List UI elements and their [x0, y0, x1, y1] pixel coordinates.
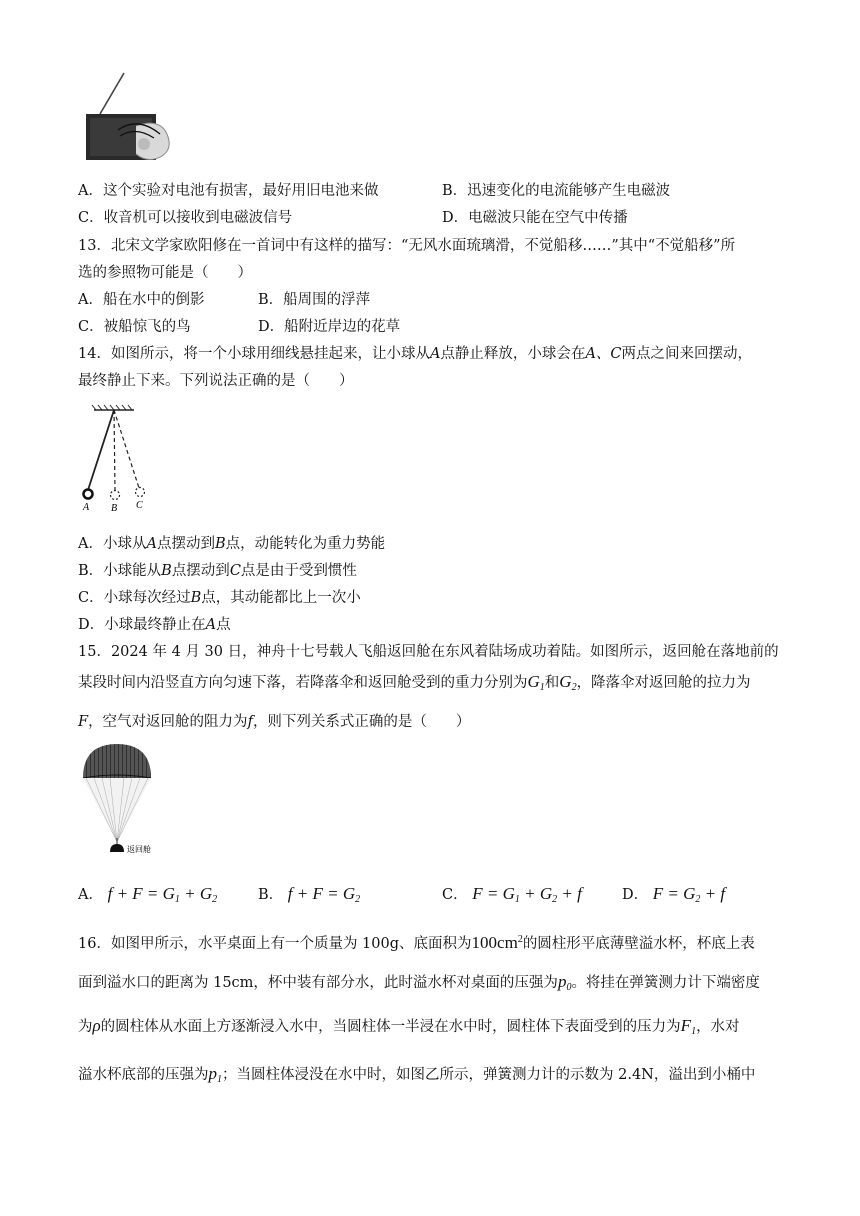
q14-text: 点静止释放，小球会在: [440, 346, 586, 362]
q16-text: ，水对: [696, 1019, 740, 1035]
q15-stem-line3: [78, 712, 470, 732]
label-a: A: [83, 502, 90, 513]
q13-option-d: D．船附近岸边的花草: [258, 319, 401, 335]
q12-option-a: A．这个实验对电池有损害，最好用旧电池来做: [78, 183, 379, 199]
formula-b: $f + F = G_2$: [287, 884, 361, 905]
q16-text: 为: [78, 1019, 93, 1035]
q15-option-letter: C．: [442, 887, 468, 903]
q13-stem-line1: 13．北宋文学家欧阳修在一首词中有这样的描写：“无风水面琉璃滑，不觉船移……”其中“不觉船移”所: [78, 238, 736, 254]
q13-option-c: C．被船惊飞的鸟: [78, 319, 191, 335]
formula-f1: $F_1$: [680, 1016, 697, 1037]
q14-option-a: [78, 534, 385, 554]
q15-option-letter: A．: [78, 887, 103, 903]
q15-text: ，则下列关系式正确的是（ ）: [252, 714, 471, 730]
q16-text: 溢水杯底部的压强为: [78, 1067, 209, 1083]
label-b: B: [111, 503, 118, 514]
q12-option-c: C．收音机可以接收到电磁波信号: [78, 210, 293, 226]
q16-text: 的圆柱体从水面上方逐渐浸入水中，当圆柱体一半浸在水中时，圆柱体下表面受到的压力为: [100, 1019, 681, 1035]
q14-point-b: B: [214, 536, 226, 552]
q12-option-b: B．迅速变化的电流能够产生电磁波: [442, 183, 671, 199]
q14-point-c: C: [229, 563, 241, 579]
q14-point-a: A: [205, 617, 217, 633]
parachute-figure: [78, 742, 168, 860]
q14-points-ac: A、C: [585, 346, 622, 362]
q15-option-a: [78, 884, 217, 910]
q16-text: 。将挂在弹簧测力计下端密度: [571, 975, 760, 991]
q15-text: 某段时间内沿竖直方向匀速下落，若降落伞和返回舱受到的重力分别为: [78, 675, 528, 691]
q14-point-a: A: [146, 536, 157, 552]
q16-text: 的圆柱形平底薄壁溢水杯，杯底上表: [522, 936, 755, 952]
q13-stem-line2: 选的参照物可能是（ ）: [78, 265, 252, 281]
q15-option-letter: D．: [622, 887, 649, 903]
q14-text: C．小球每次经过: [78, 590, 191, 606]
q14-stem-line2: 最终静止下来。下列说法正确的是（ ）: [78, 373, 354, 389]
q15-option-b: [258, 884, 360, 910]
q15-option-letter: B．: [258, 887, 284, 903]
q14-text: 点摆动到: [171, 563, 230, 579]
formula-g1: $G_1$: [527, 672, 545, 693]
capsule-label: 返回舱: [127, 845, 151, 854]
q15-option-c: [442, 884, 582, 910]
q16-text: ；当圆柱体浸没在水中时，如图乙所示，弹簧测力计的示数为 2.4N，溢出到小桶中: [222, 1067, 756, 1083]
q15-var-f-cap: F: [78, 714, 89, 730]
q16-stem-line4: [78, 1064, 755, 1090]
q16-stem-line1: [78, 930, 755, 954]
q14-text: 点是由于受到惯性: [240, 563, 357, 579]
q14-point-b: B: [190, 590, 202, 606]
area-value: 100cm: [471, 933, 518, 952]
pendulum-figure: [78, 404, 158, 514]
q14-text: 14．如图所示，将一个小球用细线悬挂起来，让小球从: [78, 346, 430, 362]
q14-text: 点，动能转化为重力势能: [225, 536, 386, 552]
q14-text: D．小球最终静止在: [78, 617, 206, 633]
q14-stem-line1: [78, 344, 752, 364]
formula-area: $100cm^2$: [471, 933, 523, 952]
formula-c: $F = G_1 + G_2 + f$: [472, 884, 582, 905]
q14-option-d: [78, 615, 231, 635]
q14-text: A．小球从: [78, 536, 147, 552]
q13-option-b: B．船周围的浮萍: [258, 292, 371, 308]
q12-option-d: D．电磁波只能在空气中传播: [442, 210, 628, 226]
q15-text: 和: [544, 675, 560, 691]
q15-var-f: f: [247, 714, 253, 730]
q15-stem-line2: [78, 672, 751, 698]
q14-text: 点: [216, 617, 231, 633]
q15-text: ，降落伞对返回舱的拉力为: [576, 675, 751, 691]
q16-stem-line2: [78, 972, 760, 998]
q16-text: 16．如图甲所示，水平桌面上有一个质量为 100g、底面积为: [78, 936, 472, 952]
q14-text: 点，其动能都比上一次小: [201, 590, 361, 606]
formula-g2: $G_2$: [559, 672, 577, 693]
q14-option-c: [78, 588, 361, 608]
formula-rho: ρ: [92, 1016, 101, 1035]
formula-a: $f + F = G_1 + G_2$: [107, 884, 218, 905]
radio-figure: [78, 70, 180, 172]
q14-option-b: [78, 561, 357, 581]
q14-text: B．小球能从: [78, 563, 162, 579]
q16-stem-line3: [78, 1016, 740, 1042]
formula-p0: $p_0$: [557, 972, 572, 993]
formula-p1: $p_1$: [208, 1064, 222, 1085]
q15-option-d: [622, 884, 725, 910]
formula-d: $F = G_2 + f$: [652, 884, 726, 905]
label-c: C: [136, 500, 143, 511]
q15-stem-line1: 15．2024 年 4 月 30 日，神舟十七号载人飞船返回舱在东风着陆场成功着陆。如图所示，返回舱在落地前的: [78, 644, 779, 660]
q16-text: 面到溢水口的距离为 15cm，杯中装有部分水，此时溢水杯对桌面的压强为: [78, 975, 558, 991]
q14-point-b: B: [161, 563, 172, 579]
q13-option-a: A．船在水中的倒影: [78, 292, 205, 308]
q14-text: 点摆动到: [156, 536, 215, 552]
q14-text: 两点之间来回摆动，: [621, 346, 753, 362]
q15-text: ，空气对返回舱的阻力为: [88, 714, 248, 730]
q14-point-a: A: [429, 346, 441, 362]
